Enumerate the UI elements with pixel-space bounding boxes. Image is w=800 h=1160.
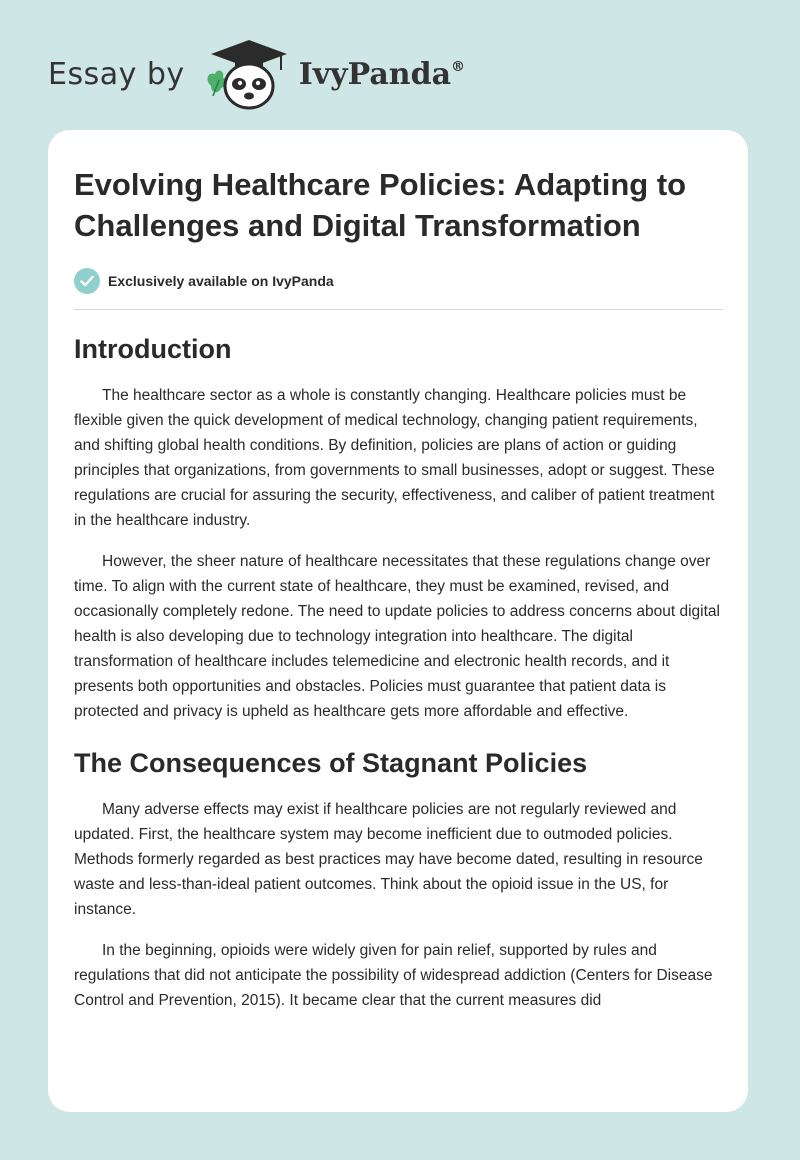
paragraph: Many adverse effects may exist if healthcare policies are not regularly reviewed and updated. First, the healthcare system may become inefficient due to outmoded policies. Methods formerly regarded as best practices may have become dated, resulting in resource waste and less-than-ideal patient outcomes. Think about the opioid issue in the US, for instance. [74,801,703,918]
section-heading-introduction: Introduction [74,334,232,364]
exclusive-badge [74,268,722,294]
ivypanda-logo[interactable] [201,36,465,112]
exclusive-label: Exclusively available on IvyPanda [108,273,334,289]
essay-by-label: Essay by [48,56,185,92]
essay-title: Evolving Healthcare Policies: Adapting to Challenges and Digital Transformation [74,167,687,243]
paragraph: The healthcare sector as a whole is constantly changing. Healthcare policies must be flexible given the quick development of medical technology, changing patient requirements, and shifting global health conditions. By definition, policies are plans of action or guiding principles that organizations, from governments to small businesses, adopt or suggest. These regulations are crucial for assuring the security, effectiveness, and caliber of patient treatment in the healthcare industry. [74,387,715,529]
paragraph: However, the sheer nature of healthcare necessitates that these regulations change over time. To align with the current state of healthcare, they must be examined, revised, and occasionally completely redone. The need to update policies to address concerns about digital health is also developing due to technology integration into healthcare. The digital transformation of healthcare includes telemedicine and electronic health records, and it presents both opportunities and obstacles. Policies must guarantee that patient data is protected and privacy is upheld as healthcare gets more affordable and effective. [74,553,720,720]
brand-name: IvyPanda® [298,56,466,92]
title-divider [74,309,723,310]
essay-card [48,130,748,1112]
panda-graduate-icon [201,36,291,112]
checkmark-icon [74,268,100,294]
paragraph: In the beginning, opioids were widely given for pain relief, supported by rules and regulations that did not anticipate the possibility of widespread addiction (Centers for Disease Control and Prevention, 2015). It became clear that the current measures did [74,942,713,1009]
site-header [48,36,465,112]
section-heading-consequences: The Consequences of Stagnant Policies [74,748,588,778]
